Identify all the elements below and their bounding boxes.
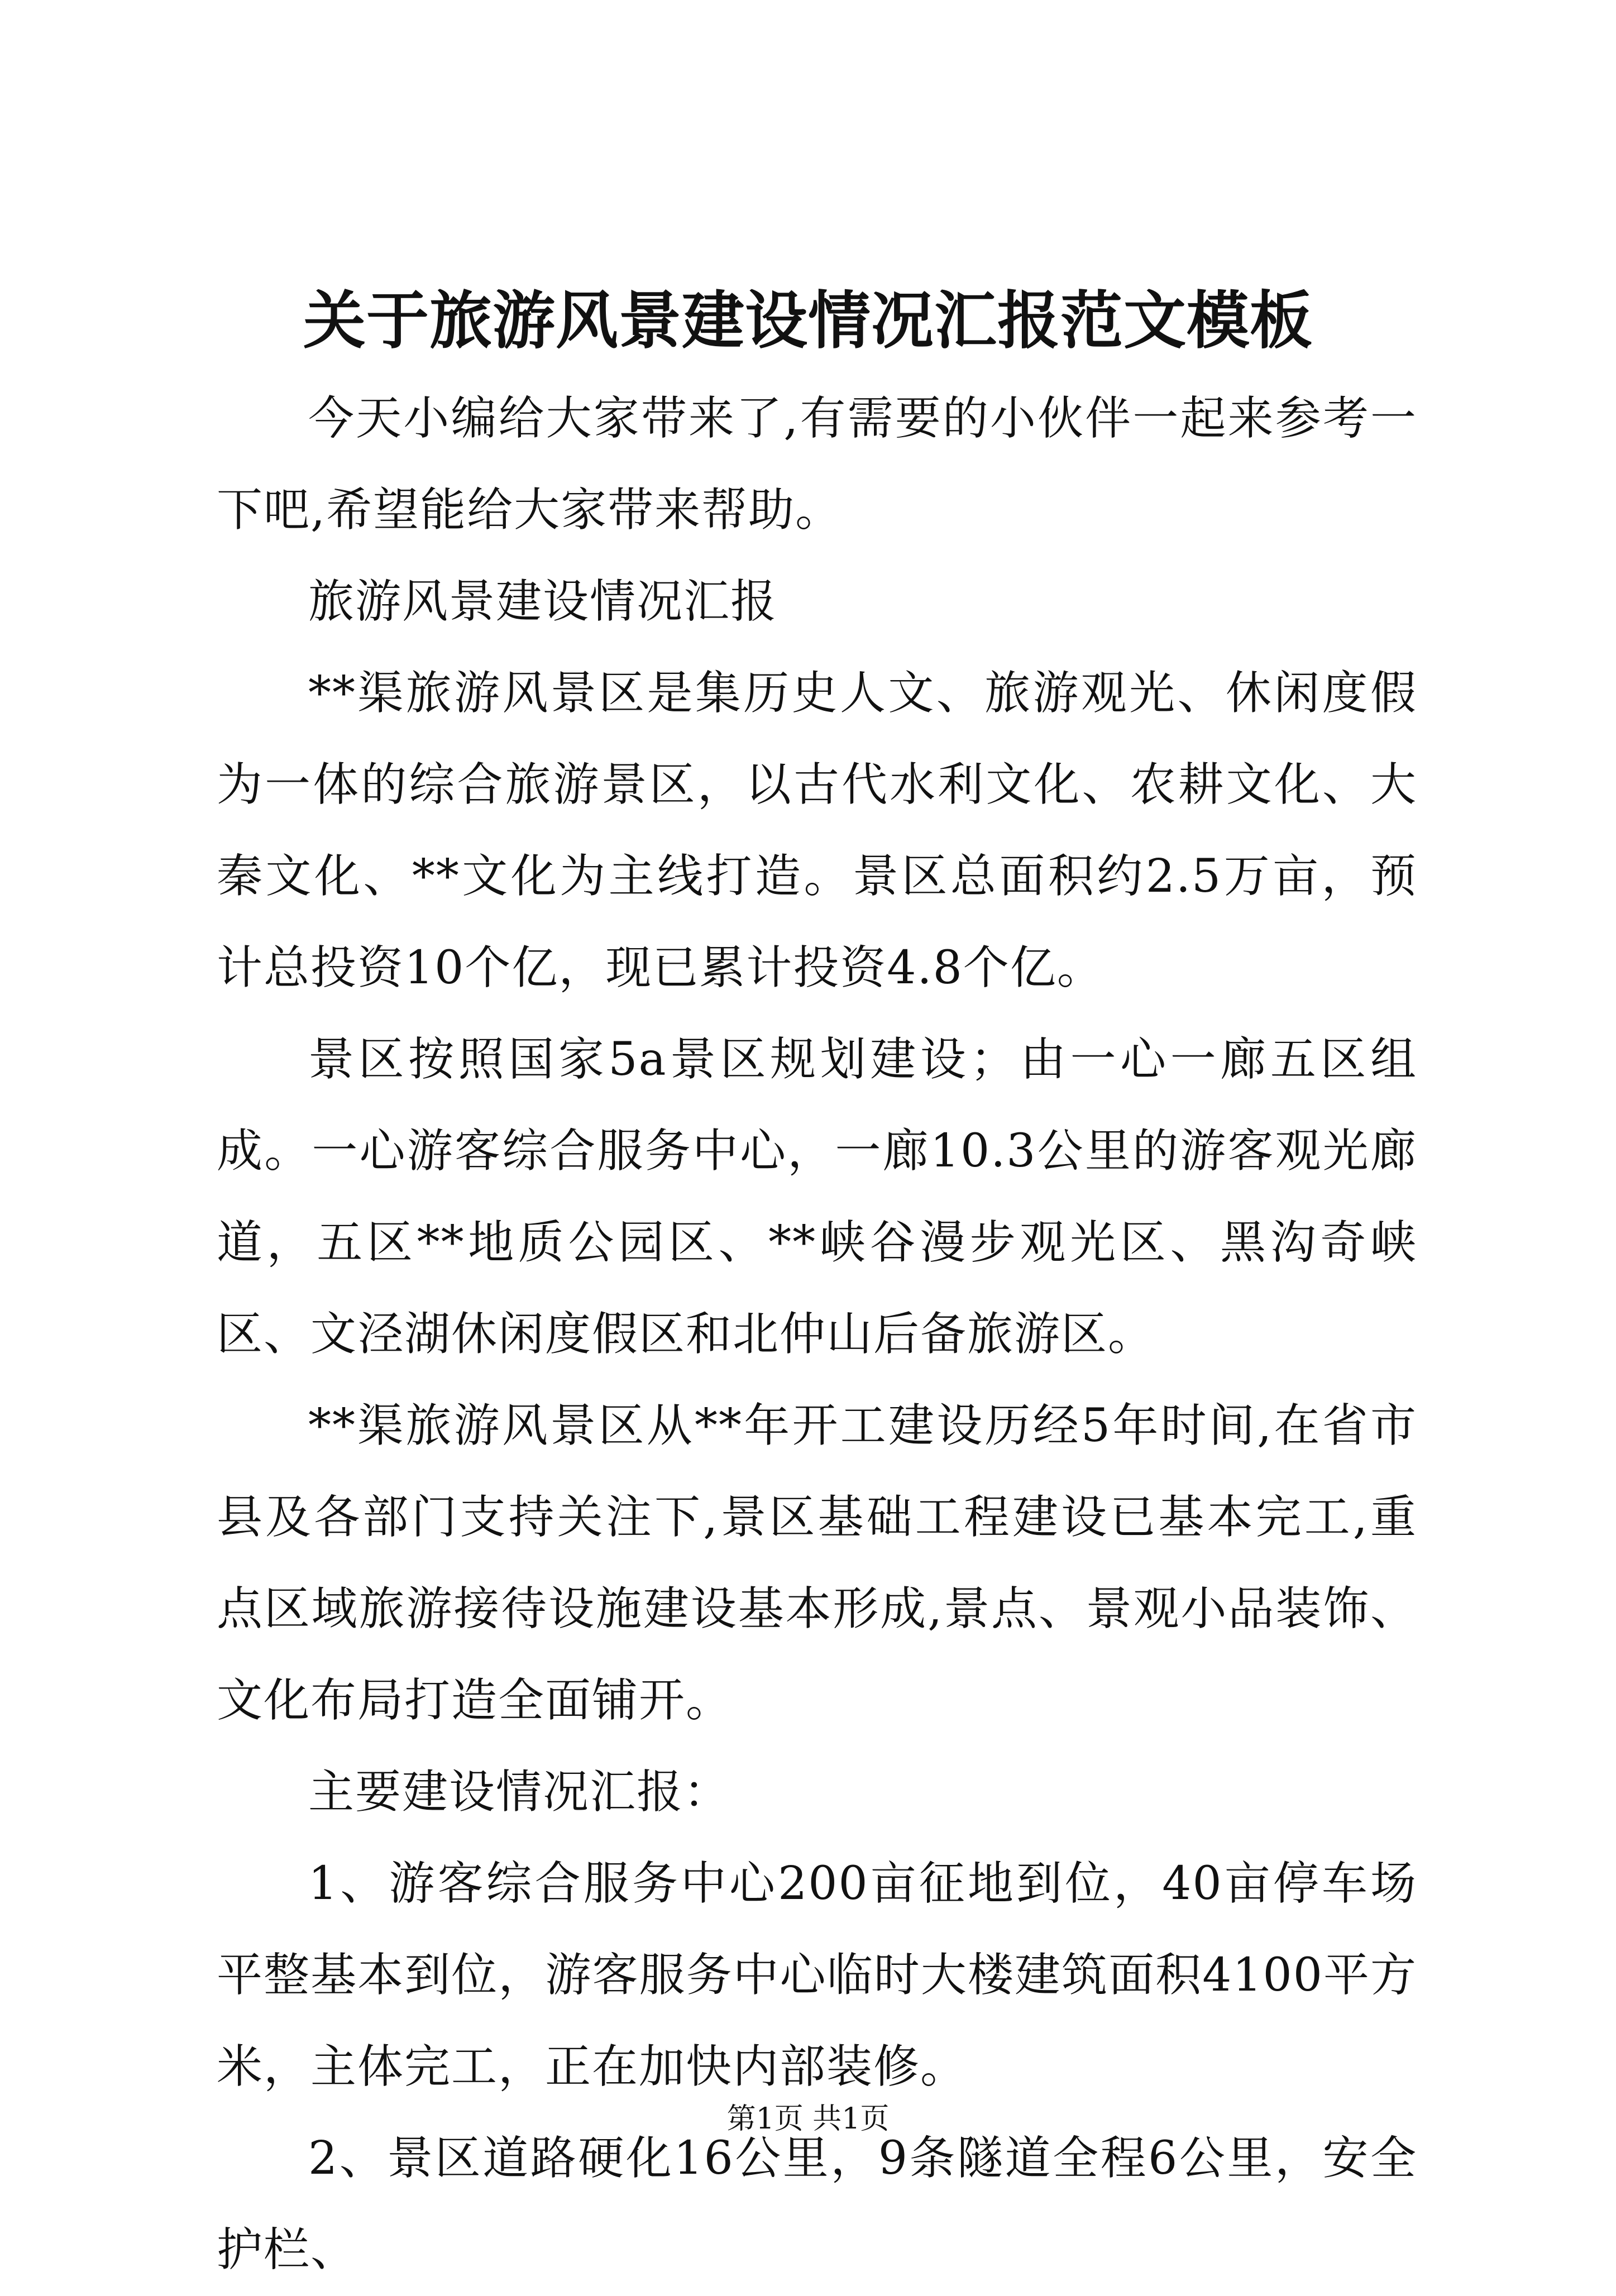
page-number-footer: 第1页 共1页 <box>726 2102 890 2136</box>
paragraph-subtitle: 旅游风景建设情况汇报 <box>308 575 778 628</box>
paragraph-progress: **渠旅游风景区从**年开工建设历经5年时间,在省市县及各部门支持关注下,景区基础工程建设已基本完工,重点区域旅游接待设施建设基本形成,景点、景观小品装饰、文化布局打造全面铺开。 <box>217 1399 1417 1727</box>
paragraph-layout: 景区按照国家5a景区规划建设；由一心一廊五区组成。一心游客综合服务中心，一廊10.3公里的游客观光廊道，五区**地质公园区、**峡谷漫步观光区、黑沟奇峡区、文泾湖休闲度假区和北仲山后备旅游区。 <box>217 1033 1417 1361</box>
paragraph-main-heading: 主要建设情况汇报： <box>308 1766 731 1819</box>
paragraph-intro: 今天小编给大家带来了,有需要的小伙伴一起来参考一下吧,希望能给大家带来帮助。 <box>217 392 1417 537</box>
paragraph-item-2: 2、景区道路硬化16公里，9条隧道全程6公里，安全护栏、 <box>217 2132 1417 2276</box>
paragraph-item-1: 1、游客综合服务中心200亩征地到位，40亩停车场平整基本到位，游客服务中心临时大楼建筑面积4100平方米，主体完工，正在加快内部装修。 <box>217 1857 1417 2093</box>
document-body <box>217 373 1417 2296</box>
document-title: 关于旅游风景建设情况汇报范文模板 <box>303 284 1313 357</box>
paragraph-overview: **渠旅游风景区是集历史人文、旅游观光、休闲度假为一体的综合旅游景区，以古代水利文化、农耕文化、大秦文化、**文化为主线打造。景区总面积约2.5万亩，预计总投资10个亿，现已累计投资4.8个亿。 <box>217 667 1417 994</box>
